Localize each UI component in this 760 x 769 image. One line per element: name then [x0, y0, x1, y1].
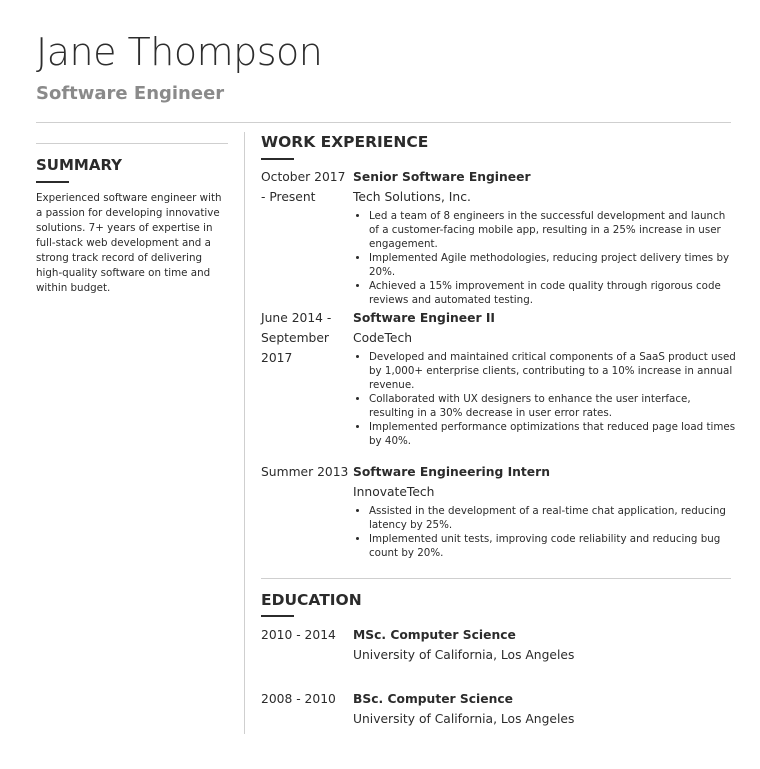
- work-entry-date: October 2017 - Present: [261, 170, 346, 204]
- work-entry-date: June 2014 - September 2017: [261, 311, 332, 365]
- education-entry-degree: BSc. Computer Science: [353, 692, 513, 706]
- work-entry-date: Summer 2013: [261, 465, 349, 479]
- work-entry-bullet: • Collaborated with UX designers to enhance the user interface, resulting in a 30% decrease in user error rates.: [369, 392, 736, 420]
- work-entry-bullets: [353, 350, 736, 448]
- work-entry-company: CodeTech: [353, 331, 413, 345]
- education-entry-school: University of California, Los Angeles: [353, 648, 575, 662]
- summary-text: Experienced software engineer with a passion for developing innovative solutions. 7+ years of expertise in full-stack web development and a strong track record of delivering high-quality software on time and within budget.: [36, 192, 222, 294]
- education-heading-underline: [261, 615, 294, 617]
- education-entry-date: 2010 - 2014: [261, 628, 336, 642]
- work-entry-bullet: • Led a team of 8 engineers in the successful development and launch of a customer-facing mobile app, resulting in a 25% increase in user engagement.: [369, 209, 736, 251]
- education-heading: EDUCATION: [261, 591, 362, 609]
- candidate-name: Jane Thompson: [36, 30, 323, 74]
- work-entry-bullet: • Assisted in the development of a real-time chat application, reducing latency by 25%.: [369, 504, 736, 532]
- work-entry-bullet: • Implemented Agile methodologies, reducing project delivery times by 20%.: [369, 251, 736, 279]
- summary-heading: SUMMARY: [36, 156, 123, 174]
- column-divider: [244, 132, 245, 734]
- work-heading-underline: [261, 158, 294, 160]
- work-entry-bullets: [353, 209, 736, 307]
- education-divider: [261, 578, 731, 579]
- work-entry-title: Software Engineering Intern: [353, 465, 550, 479]
- summary-heading-underline: [36, 181, 69, 183]
- education-entry-degree: MSc. Computer Science: [353, 628, 516, 642]
- work-entry-bullets: [353, 504, 736, 560]
- summary-divider: [36, 143, 228, 144]
- candidate-role: Software Engineer: [36, 83, 225, 104]
- work-experience-heading: WORK EXPERIENCE: [261, 133, 429, 151]
- header-divider: [36, 122, 731, 123]
- work-entry-bullet: • Implemented unit tests, improving code reliability and reducing bug count by 20%.: [369, 532, 736, 560]
- work-entry-bullet: • Achieved a 15% improvement in code quality through rigorous code reviews and automated testing.: [369, 279, 736, 307]
- work-entry-company: InnovateTech: [353, 485, 435, 499]
- work-entry-title: Senior Software Engineer: [353, 170, 531, 184]
- work-entry-title: Software Engineer II: [353, 311, 495, 325]
- work-entry-company: Tech Solutions, Inc.: [353, 190, 471, 204]
- work-entry-bullet: • Developed and maintained critical components of a SaaS product used by 1,000+ enterprise clients, contributing to a 10% increase in annual revenue.: [369, 350, 736, 392]
- work-entry-bullet: • Implemented performance optimizations that reduced page load times by 40%.: [369, 420, 736, 448]
- education-entry-school: University of California, Los Angeles: [353, 712, 575, 726]
- education-entry-date: 2008 - 2010: [261, 692, 336, 706]
